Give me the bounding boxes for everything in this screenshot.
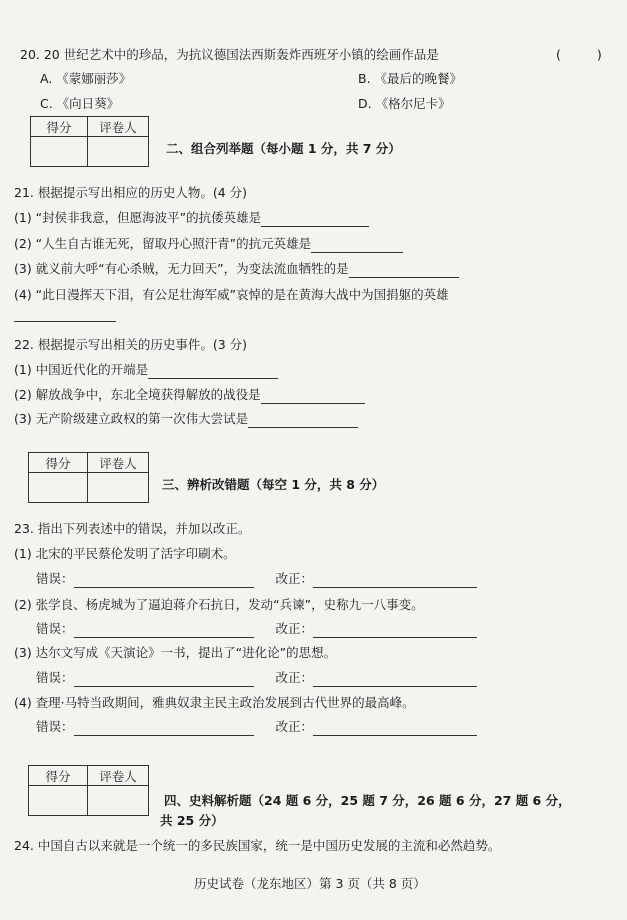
- answer-paren[interactable]: ( ): [556, 47, 602, 62]
- question-24-stem: 24. 中国自古以来就是一个统一的多民族国家，统一是中国历史发展的主流和必然趋势。: [14, 838, 501, 853]
- question-21-stem: 21. 根据提示写出相应的历史人物。(4 分): [14, 185, 248, 200]
- option-a: A. 《蒙娜丽莎》: [40, 71, 132, 86]
- score-table: [28, 452, 149, 503]
- answer-blank[interactable]: [261, 389, 365, 404]
- option-d: D. 《格尔尼卡》: [358, 96, 451, 111]
- question-23-item: (2) 张学良、杨虎城为了逼迫蒋介石抗日，发动“兵谏”，史称九一八事变。: [14, 597, 424, 612]
- section-2-title: 二、组合列举题（每小题 1 分，共 7 分）: [166, 141, 401, 156]
- question-23-item: (1) 北宋的平民蔡伦发明了活字印刷术。: [14, 546, 236, 561]
- error-fix-row: 错误： 改正：: [36, 570, 477, 588]
- question-22-item: (2) 解放战争中，东北全境获得解放的战役是: [14, 386, 365, 404]
- answer-blank[interactable]: [148, 364, 278, 379]
- score-table: [30, 116, 149, 167]
- grader-header: 评卷人: [88, 766, 149, 786]
- error-blank[interactable]: [74, 672, 254, 687]
- fix-blank[interactable]: [313, 573, 477, 588]
- question-22-item: (3) 无产阶级建立政权的第一次伟大尝试是: [14, 410, 358, 428]
- page-footer: 历史试卷（龙东地区）第 3 页（共 8 页）: [194, 876, 426, 891]
- question-23-item: (3) 达尔文写成《天演论》一书，提出了“进化论”的思想。: [14, 645, 337, 660]
- grader-cell[interactable]: [88, 473, 149, 503]
- answer-blank-row: [14, 304, 116, 322]
- question-21-item: (3) 就义前大呼“有心杀贼，无力回天”，为变法流血牺牲的是: [14, 260, 459, 278]
- score-cell[interactable]: [31, 137, 88, 167]
- answer-blank[interactable]: [248, 413, 358, 428]
- score-header: 得分: [29, 453, 88, 473]
- fix-blank[interactable]: [313, 623, 477, 638]
- answer-blank[interactable]: [349, 263, 459, 278]
- answer-blank[interactable]: [14, 307, 116, 322]
- section-4-title: 四、史料解析题（24 题 6 分，25 题 7 分，26 题 6 分，27 题 6 分，: [164, 793, 571, 808]
- error-blank[interactable]: [74, 573, 254, 588]
- score-table: [28, 765, 149, 816]
- fix-blank[interactable]: [313, 721, 477, 736]
- score-cell[interactable]: [29, 786, 88, 816]
- question-21-item: (4) “此日漫挥天下泪，有公足壮海军威”哀悼的是在黄海大战中为国捐躯的英雄: [14, 287, 449, 302]
- error-fix-row: 错误： 改正：: [36, 718, 477, 736]
- option-b: B. 《最后的晚餐》: [358, 71, 463, 86]
- section-3-title: 三、辨析改错题（每空 1 分，共 8 分）: [162, 477, 385, 492]
- question-21-item: (2) “人生自古谁无死，留取丹心照汗青”的抗元英雄是: [14, 235, 403, 253]
- score-cell[interactable]: [29, 473, 88, 503]
- question-22-stem: 22. 根据提示写出相关的历史事件。(3 分): [14, 337, 248, 352]
- option-c: C. 《向日葵》: [40, 96, 120, 111]
- question-21-item: (1) “封侯非我意，但愿海波平”的抗倭英雄是: [14, 209, 369, 227]
- question-22-item: (1) 中国近代化的开端是: [14, 361, 278, 379]
- score-header: 得分: [29, 766, 88, 786]
- grader-header: 评卷人: [88, 117, 149, 137]
- error-blank[interactable]: [74, 721, 254, 736]
- answer-blank[interactable]: [261, 212, 369, 227]
- question-20-stem: 20. 20 世纪艺术中的珍品，为抗议德国法西斯轰炸西班牙小镇的绘画作品是: [20, 47, 439, 62]
- question-23-item: (4) 查理·马特当政期间，雅典奴隶主民主政治发展到古代世界的最高峰。: [14, 695, 415, 710]
- error-blank[interactable]: [74, 623, 254, 638]
- fix-blank[interactable]: [313, 672, 477, 687]
- grader-cell[interactable]: [88, 137, 149, 167]
- error-fix-row: 错误： 改正：: [36, 669, 477, 687]
- answer-blank[interactable]: [311, 238, 403, 253]
- grader-cell[interactable]: [88, 786, 149, 816]
- question-23-stem: 23. 指出下列表述中的错误，并加以改正。: [14, 521, 251, 536]
- grader-header: 评卷人: [88, 453, 149, 473]
- section-4-title-cont: 共 25 分）: [160, 813, 224, 828]
- score-header: 得分: [31, 117, 88, 137]
- error-fix-row: 错误： 改正：: [36, 620, 477, 638]
